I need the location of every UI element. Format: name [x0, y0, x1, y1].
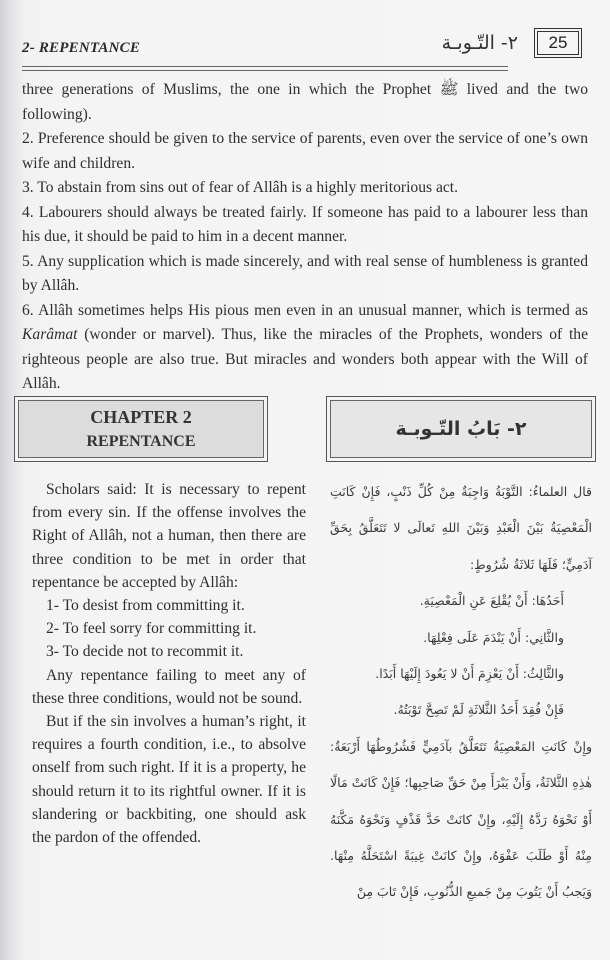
arabic-paragraph: قال العلماءُ: التَّوْبَةُ وَاجِبَةٌ مِنْ كُلِّ ذَنْبٍ، فَإِنْ كَانَتِ الْمَعْصِيَةُ بَيْنَ الْعَبْدِ وَبَيْنَ اللهِ تَعالَى لا تَتَعَلَّقُ بِحَقِّ آدَمِيٍّ؛ فَلَهَا ثَلاثَةُ شُرُوطٍ:: [330, 484, 592, 572]
english-column: [32, 478, 306, 849]
condition-item: 3- To decide not to recommit it.: [46, 643, 244, 661]
page-number: 25: [537, 31, 579, 55]
arabic-running-title: ٢- التّـوبـة: [441, 32, 518, 54]
paragraph: 3. To abstain from sins out of fear of Allâh is a highly meritorious act.: [22, 179, 459, 196]
paragraph: three generations of Muslims, the one in which the Prophet ﷺ lived and the two following).: [22, 81, 589, 123]
condition-item: 2- To feel sorry for committing it.: [46, 620, 257, 638]
condition-item: 1- To desist from committing it.: [46, 597, 245, 615]
arabic-condition: والثَّالِثُ: أَنْ يَعْزِمَ أَنْ لا يَعُودَ إِلَيْهَا أَبَدًا.: [375, 666, 564, 682]
human-right-paragraph: But if the sin involves a human’s right, it requires a fourth condition, i.e., to absolve onself from such right. If it is a property, he should return it to its rightful owner. If it is slandering or backbiting, one should ask the pardon of the offended.: [32, 713, 306, 847]
arabic-condition: والثَّانِي: أَنْ يَنْدَمَ عَلَى فِعْلِهَا.: [423, 629, 564, 645]
paragraph-6: [22, 299, 588, 397]
text: (wonder or marvel). Thus, like the miracles of the Prophets, wonders of the righteous people are also true. But miracles and wonders both appear with the Will of Allâh.: [22, 326, 588, 392]
paragraph: 4. Labourers should always be treated fairly. If someone has paid to a labourer less than his due, it should be paid to him in a decent manner.: [22, 203, 588, 245]
arabic-chapter-heading-box: [326, 396, 596, 462]
intro-paragraph: Scholars said: It is necessary to repent from every sin. If the offense involves the Right of Allâh, not a human, then there are three condition to be met in order that repentance be accepted by Allâh:: [32, 481, 306, 591]
page-number-box: [534, 28, 582, 58]
paragraph: 2. Preference should be given to the service of parents, even over the service of one’s own wife and children.: [22, 130, 588, 172]
chapter-subtitle: REPENTANCE: [86, 433, 196, 450]
failing-paragraph: Any repentance failing to meet any of these three conditions, would not be sound.: [32, 666, 306, 707]
chapter-title: CHAPTER 2: [90, 407, 192, 427]
paragraph: 5. Any supplication which is made sincerely, and with real sense of humbleness is granted by Allâh.: [22, 252, 588, 294]
arabic-column: [330, 474, 592, 911]
text: 6. Allâh sometimes helps His pious men even in an unusual manner, which is termed as: [22, 301, 588, 319]
header-double-rule: [22, 66, 508, 71]
italic-term: Karâmat: [22, 326, 78, 343]
arabic-paragraph: وإِنْ كَانَتِ المَعْصِيَةُ تَتَعَلَّقُ بآدَمِيٍّ فَشُرُوطُهَا أَرْبَعَةٌ: هٰذِهِ الثَّلاثَةُ، وَأَنْ يَبْرَأَ مِنْ حَقِّ صَاحِبِها؛ فَإِنْ كَانَتْ مَالًا أَوْ نَحْوَهُ رَدَّهُ إِلَيْهِ، وإِنْ كانَتْ حَدَّ قَذْفٍ وَنَحْوَهُ مَكَّنَهُ مِنْهُ أَوْ طَلَبَ عَفْوَهُ، وإِنْ كانَتْ غِيبَةً اسْتَحَلَّهُ مِنْهَا. وَيَجبُ أَنْ يَتُوبَ مِنْ جَميعِ الذُّنُوبِ، فَإِنْ تَابَ مِنْ: [330, 738, 592, 900]
running-title: 2- REPENTANCE: [22, 40, 141, 56]
top-body-text: [22, 78, 588, 397]
arabic-chapter-title: ٢- بَابُ التّـوبـة: [395, 418, 527, 440]
page-header: [22, 28, 590, 68]
arabic-condition: أَحَدُهَا: أَنْ يُقْلِعَ عَنِ الْمَعْصِيَةِ.: [419, 593, 564, 609]
chapter-heading-box: [14, 396, 268, 462]
arabic-paragraph: فَإِنْ فُقِدَ أَحَدُ الثَّلاثَةِ لَمْ تَصِحَّ تَوْبَتُهُ.: [393, 702, 564, 718]
